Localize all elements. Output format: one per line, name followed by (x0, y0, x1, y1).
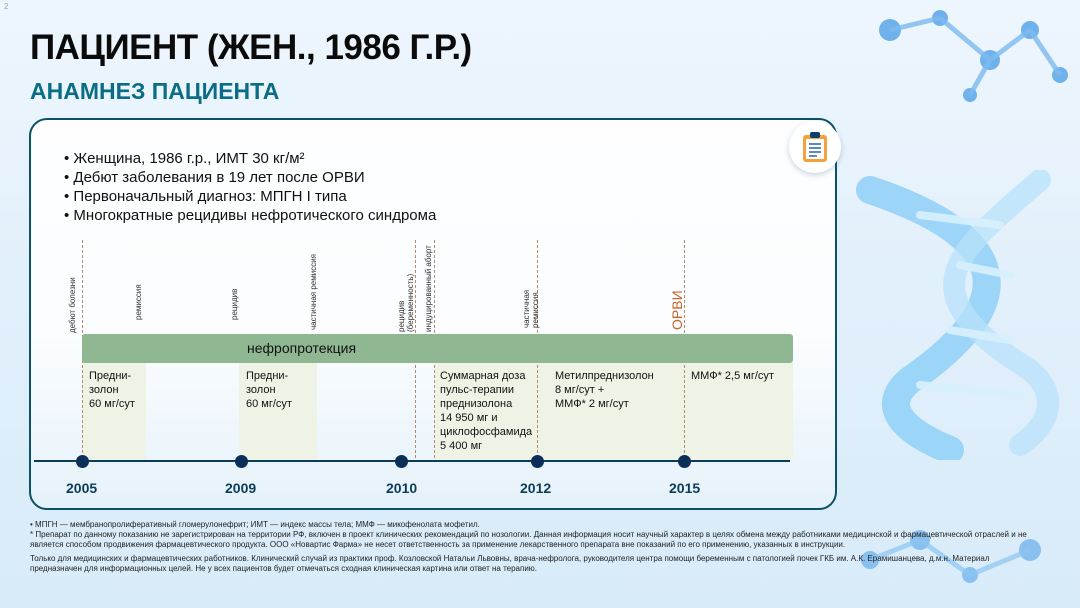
year-label: 2010 (386, 480, 418, 496)
timeline-marker (235, 455, 248, 468)
footnote-disclaimer: * Препарат по данному показанию не зарегистрирован на территории РФ, включен в проект клинических рекомендаций по нозологии. Данная информация носит научный характер в целях обмена между работниками медицинской и фармацевтической отраслей и не является способом продвижения фармацевтического продукта. ООО «Новартис Фарма» не несет ответственность за применение лекарственного препарата вне показаний по его применению, указанных в инструкции. (30, 530, 1027, 549)
treatment-line: ММФ* 2,5 мг/сут (691, 370, 774, 382)
year-label: 2015 (669, 480, 701, 496)
event-label-line: рецидив (397, 300, 406, 332)
nephroprotection-bar (82, 334, 793, 363)
timeline-marker (678, 455, 691, 468)
list-item: • Первоначальный диагноз: МПГН I типа (64, 187, 436, 206)
treatment-line: 8 мг/сут + (555, 384, 605, 396)
timeline-marker (76, 455, 89, 468)
footnotes (30, 520, 1030, 574)
year-label: 2005 (66, 480, 98, 496)
page-number: 2 (4, 2, 9, 11)
event-label-line: (беременность) (406, 273, 415, 332)
page-subtitle: АНАМНЕЗ ПАЦИЕНТА (30, 78, 280, 104)
treatment-line: 60 мг/сут (246, 398, 292, 410)
treatment-line: пульс-терапии (440, 384, 515, 396)
event-label-relapse: рецидив (230, 288, 239, 320)
treatment-line: Предни- (246, 370, 289, 382)
nephroprotection-label: нефропротекция (247, 340, 357, 356)
event-label-remission: ремиссия (134, 284, 143, 320)
footnote-source: Только для медицинских и фармацевтических работников. Клинический случай из практики проф. Козловской Натальи Львовны, врача-нефролога, руководителя центра помощи беременным с патологией почек ГКБ им. А.К. Ерамишанцева, д.м.н. Материал предназначен для информационных целей. Не у всех пациентов будет отмечаться сходная клиническая картина или ответ на терапию. (30, 554, 990, 573)
footnote-abbreviations: • МПГН — мембранопролиферативный гломерулонефрит; ИМТ — индекс массы тела; ММФ — микофенолата мофетил. (30, 520, 480, 529)
treatment-line: Предни- (89, 370, 132, 382)
event-label-relapse-pregnancy (397, 274, 415, 332)
event-label-induced-abortion: индуцированный аборт (424, 245, 433, 332)
treatment-block-2012 (555, 369, 654, 411)
molecule-decoration-top-right (820, 0, 1080, 120)
treatment-line: 5 400 мг (440, 440, 483, 452)
dna-decoration-right (840, 170, 1080, 460)
treatment-line: циклофосфамида (440, 426, 533, 438)
anamnesis-list (64, 149, 436, 225)
timeline-marker (531, 455, 544, 468)
treatment-line: 60 мг/сут (89, 398, 135, 410)
treatment-line: преднизолона (440, 398, 513, 410)
treatment-line: ММФ* 2 мг/сут (555, 398, 629, 410)
timeline-axis (34, 460, 790, 462)
event-label-debut: дебют болезни (68, 277, 77, 333)
event-label-partial-remission: частичная ремиссия (309, 253, 318, 330)
list-item: • Женщина, 1986 г.р., ИМТ 30 кг/м² (64, 149, 436, 168)
event-label-line: частичная (522, 289, 531, 328)
timeline-marker (395, 455, 408, 468)
list-item: • Многократные рецидивы нефротического синдрома (64, 206, 436, 225)
page-title: ПАЦИЕНТ (ЖЕН., 1986 Г.Р.) (30, 28, 472, 67)
treatment-line: золон (246, 384, 276, 396)
treatment-block-2015 (691, 369, 774, 383)
treatment-line: Суммарная доза (440, 370, 526, 382)
treatment-line: Метилпреднизолон (555, 370, 654, 382)
treatment-block-2005 (89, 369, 135, 411)
event-label-partial-remission-2 (522, 290, 540, 328)
treatment-line: 14 950 мг и (440, 412, 498, 424)
treatment-block-2009 (246, 369, 292, 411)
event-label-line: ремиссия (531, 292, 540, 328)
list-item: • Дебют заболевания в 19 лет после ОРВИ (64, 168, 436, 187)
year-label: 2012 (520, 480, 552, 496)
treatment-block-2010 (440, 369, 532, 453)
treatment-line: золон (89, 384, 119, 396)
year-label: 2009 (225, 480, 257, 496)
clipboard-icon (789, 121, 841, 173)
event-label-orvi: ОРВИ (669, 290, 685, 330)
